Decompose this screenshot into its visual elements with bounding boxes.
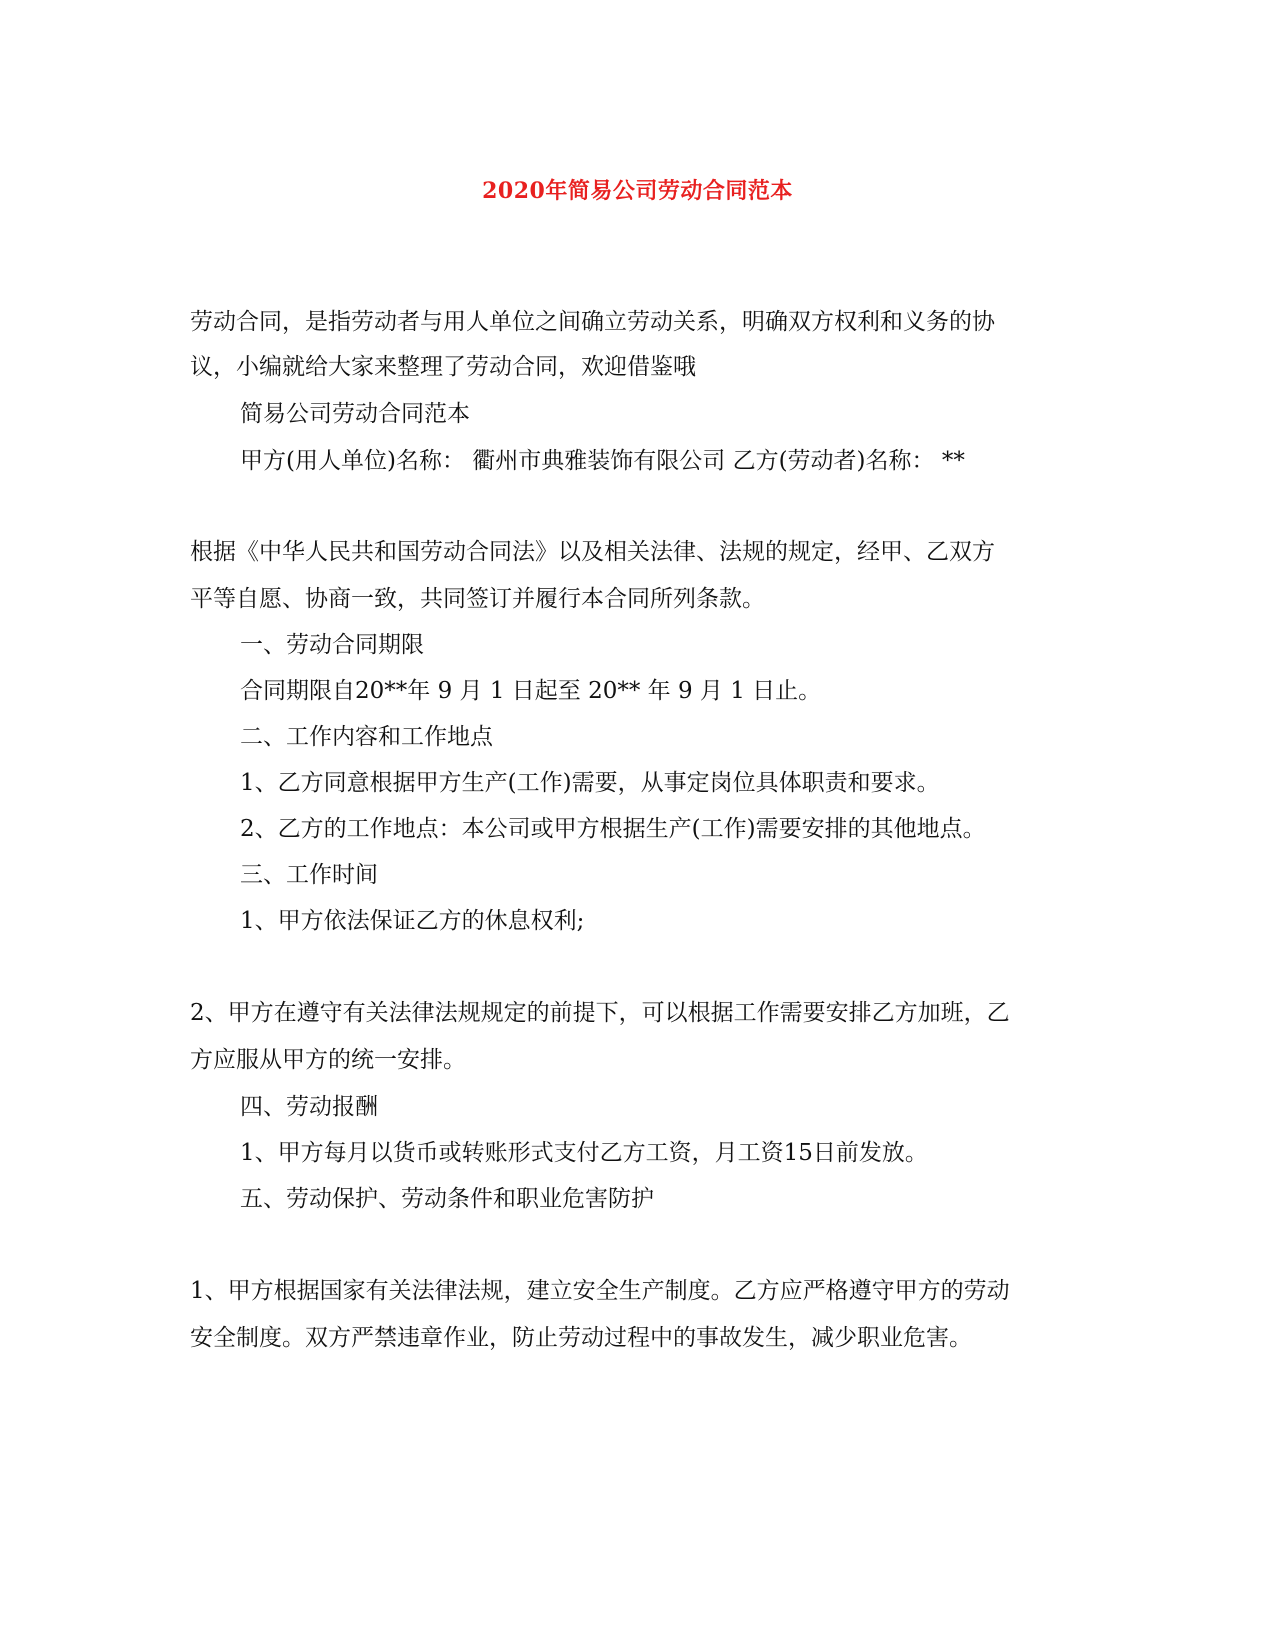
section-heading: 五、劳动保护、劳动条件和职业危害防护 bbox=[240, 1186, 654, 1212]
paragraph-line: 方应服从甲方的统一安排。 bbox=[190, 1047, 466, 1073]
paragraph-line: 2、乙方的工作地点：本公司或甲方根据生产(工作)需要安排的其他地点。 bbox=[240, 816, 986, 842]
paragraph-line: 1、甲方依法保证乙方的休息权利; bbox=[240, 908, 585, 934]
paragraph-line: 简易公司劳动合同范本 bbox=[240, 401, 470, 427]
paragraph-line: 1、甲方根据国家有关法律法规，建立安全生产制度。乙方应严格遵守甲方的劳动 bbox=[190, 1278, 1010, 1304]
paragraph-line: 平等自愿、协商一致，共同签订并履行本合同所列条款。 bbox=[190, 586, 765, 612]
paragraph-line: 甲方(用人单位)名称： 衢州市典雅装饰有限公司 乙方(劳动者)名称： ** bbox=[240, 448, 965, 474]
paragraph-line: 1、乙方同意根据甲方生产(工作)需要，从事定岗位具体职责和要求。 bbox=[240, 770, 940, 796]
section-heading: 三、工作时间 bbox=[240, 862, 378, 888]
document-title: 2020年简易公司劳动合同范本 bbox=[482, 178, 793, 204]
section-heading: 四、劳动报酬 bbox=[240, 1094, 378, 1120]
paragraph-line: 劳动合同，是指劳动者与用人单位之间确立劳动关系，明确双方权利和义务的协 bbox=[190, 309, 995, 335]
paragraph-line: 安全制度。双方严禁违章作业，防止劳动过程中的事故发生，减少职业危害。 bbox=[190, 1325, 972, 1351]
section-heading: 二、工作内容和工作地点 bbox=[240, 724, 493, 750]
section-heading: 一、劳动合同期限 bbox=[240, 632, 424, 658]
paragraph-line: 合同期限自20**年 9 月 1 日起至 20** 年 9 月 1 日止。 bbox=[240, 678, 822, 704]
paragraph-line: 议，小编就给大家来整理了劳动合同，欢迎借鉴哦 bbox=[190, 354, 696, 380]
paragraph-line: 1、甲方每月以货币或转账形式支付乙方工资，月工资15日前发放。 bbox=[240, 1140, 928, 1166]
paragraph-line: 根据《中华人民共和国劳动合同法》以及相关法律、法规的规定，经甲、乙双方 bbox=[190, 539, 995, 565]
paragraph-line: 2、甲方在遵守有关法律法规规定的前提下，可以根据工作需要安排乙方加班，乙 bbox=[190, 1000, 1010, 1026]
